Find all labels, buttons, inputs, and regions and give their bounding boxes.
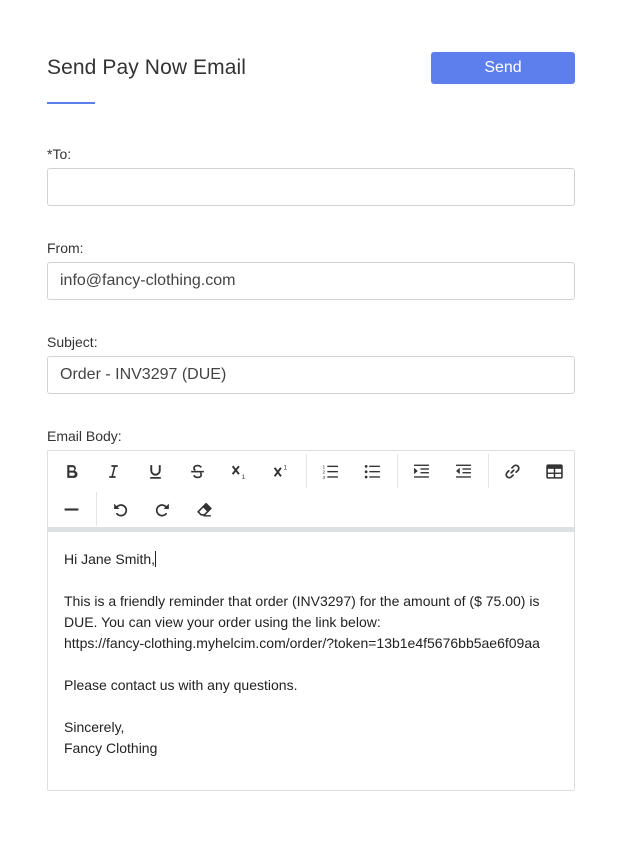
toolbar-divider [48, 527, 574, 532]
indent-button[interactable] [400, 454, 442, 488]
horizontal-rule-icon [63, 501, 80, 518]
strikethrough-button[interactable] [176, 454, 218, 488]
bold-button[interactable] [50, 454, 92, 488]
from-field[interactable] [47, 262, 575, 300]
unordered-list-button[interactable] [351, 454, 393, 488]
ordered-list-icon [322, 463, 339, 480]
horizontal-rule-button[interactable] [50, 492, 92, 526]
indent-icon [413, 463, 430, 480]
redo-icon [154, 501, 171, 518]
signoff-line: Sincerely, [64, 719, 125, 735]
toolbar-row-2 [48, 490, 229, 528]
greeting-text: Hi Jane Smith, [64, 551, 156, 567]
subject-field[interactable] [47, 356, 575, 394]
order-link[interactable]: https://fancy-clothing.myhelcim.com/order/?token=13b1e4f5676bb5ae6f09aa [64, 635, 540, 651]
undo-icon [112, 501, 129, 518]
toolbar-row-1 [48, 452, 579, 490]
email-body-content[interactable] [64, 549, 564, 759]
email-body-label: Email Body: [47, 428, 122, 444]
clear-format-button[interactable] [183, 492, 225, 526]
clear-format-icon [196, 501, 213, 518]
underline-button[interactable] [134, 454, 176, 488]
svg-text:1: 1 [241, 473, 245, 480]
outdent-icon [455, 463, 472, 480]
superscript-icon [273, 463, 290, 480]
svg-text:2: 2 [322, 470, 325, 476]
signature-line: Fancy Clothing [64, 740, 158, 756]
link-icon [504, 463, 521, 480]
to-label: *To: [47, 146, 72, 162]
send-button[interactable]: Send [431, 52, 575, 84]
subscript-button[interactable] [218, 454, 260, 488]
link-button[interactable] [491, 454, 533, 488]
italic-button[interactable] [92, 454, 134, 488]
editor-toolbar [48, 451, 574, 527]
outdent-button[interactable] [442, 454, 484, 488]
unordered-list-icon [364, 463, 381, 480]
strikethrough-icon [189, 463, 206, 480]
table-icon [546, 463, 563, 480]
svg-text:3: 3 [322, 475, 325, 480]
superscript-button[interactable] [260, 454, 302, 488]
greeting-line [64, 549, 564, 570]
subscript-icon [231, 463, 248, 480]
from-label: From: [47, 240, 84, 256]
email-body-editor[interactable] [47, 450, 575, 791]
reminder-text: This is a friendly reminder that order (INV3297) for the amount of ($ 75.00) is DUE. You can view your order using the link below: [64, 593, 540, 630]
underline-icon [147, 463, 164, 480]
ordered-list-button[interactable] [309, 454, 351, 488]
svg-text:1: 1 [283, 463, 287, 471]
title-underline [47, 102, 95, 104]
table-button[interactable] [533, 454, 575, 488]
contact-line: Please contact us with any questions. [64, 677, 298, 693]
undo-button[interactable] [99, 492, 141, 526]
text-caret [155, 551, 156, 567]
bold-icon [63, 463, 80, 480]
page-title: Send Pay Now Email [47, 56, 247, 79]
svg-text:1: 1 [322, 464, 325, 470]
redo-button[interactable] [141, 492, 183, 526]
subject-label: Subject: [47, 334, 98, 350]
reminder-paragraph [64, 591, 564, 654]
to-field[interactable] [47, 168, 575, 206]
italic-icon [105, 463, 122, 480]
